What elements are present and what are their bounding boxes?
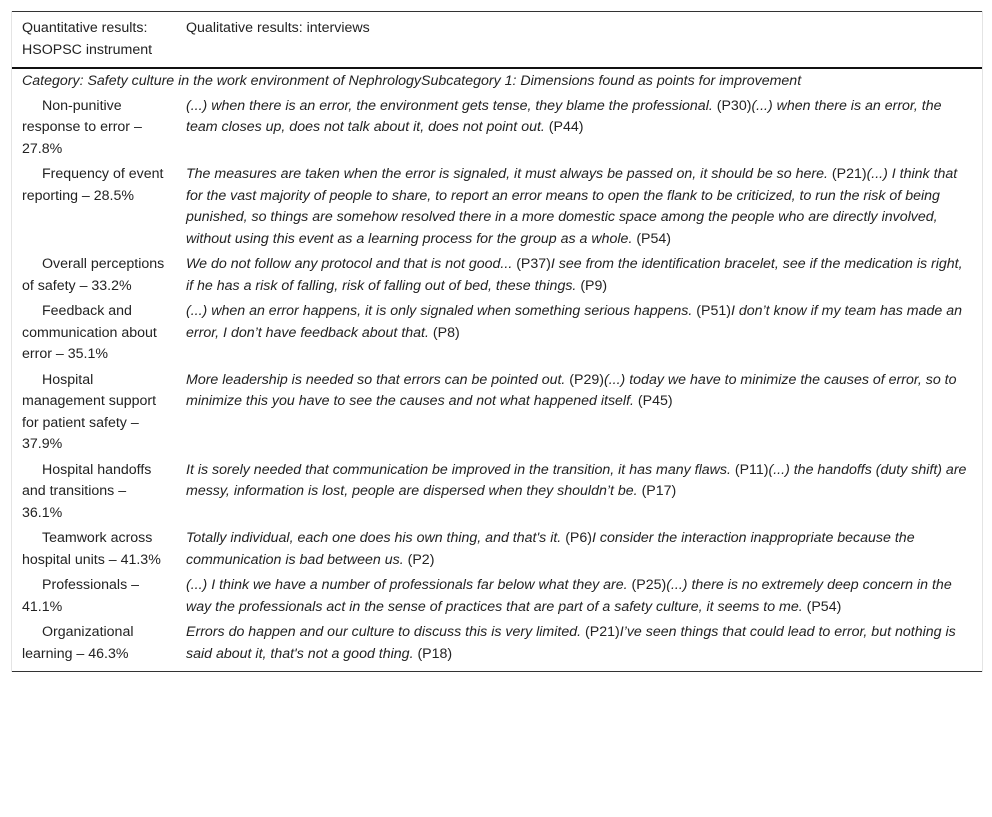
participant-ref: (P11) bbox=[730, 461, 769, 478]
participant-ref: (P18) bbox=[413, 645, 453, 662]
participant-ref: (P51) bbox=[692, 303, 731, 319]
dimension-cell: Professionals – 41.1% bbox=[22, 577, 139, 615]
quote-text: I don’t know if my team has made an error, I don’t have feedback about that. bbox=[186, 303, 963, 341]
participant-ref: (P8) bbox=[428, 324, 460, 341]
dimension-cell: Teamwork across hospital units – 41.3% bbox=[22, 530, 161, 568]
quote-cell bbox=[176, 526, 982, 573]
quote-text: Totally individual, each one does his own thing, and that's it. bbox=[186, 530, 562, 546]
table-body bbox=[12, 68, 982, 672]
participant-ref: (P21) bbox=[581, 624, 620, 640]
participant-ref: (P54) bbox=[632, 230, 672, 247]
participant-ref: (P9) bbox=[576, 277, 608, 294]
dimension-cell: Frequency of event reporting – 28.5% bbox=[22, 166, 164, 204]
table-row bbox=[12, 573, 982, 620]
category-label: Category: Safety culture in the work environment of NephrologySubcategory 1: Dimensions found as points for improvement bbox=[22, 73, 802, 89]
quote-cell bbox=[176, 162, 982, 252]
table-row bbox=[12, 620, 982, 672]
quote-cell bbox=[176, 573, 982, 620]
quote-text: (...) I think that for the vast majority of people to share, to report an error means to open the flank to be criticized, to run the risk of being punished, so things are somehow resolved there in a more domestic space among the people who are directly involved, without using this event as a learning process for the group as a whole. bbox=[186, 166, 958, 247]
participant-ref: (P44) bbox=[544, 119, 584, 135]
table-row bbox=[12, 162, 982, 252]
table-row bbox=[12, 94, 982, 163]
header-qualitative: Qualitative results: interviews bbox=[186, 20, 370, 36]
table-row bbox=[12, 299, 982, 368]
participant-ref: (P21) bbox=[827, 166, 867, 182]
quote-cell bbox=[176, 252, 982, 299]
table-row bbox=[12, 458, 982, 527]
table-row bbox=[12, 252, 982, 299]
participant-ref: (P30) bbox=[712, 97, 752, 114]
quote-cell bbox=[176, 299, 982, 368]
quote-text: The measures are taken when the error is signaled, it must always be passed on, it should be so here. bbox=[186, 166, 828, 182]
quote-text: It is sorely needed that communication be improved in the transition, it has many flaws. bbox=[186, 461, 731, 478]
participant-ref: (P45) bbox=[633, 393, 673, 409]
dimension-cell: Feedback and communication about error – 35.1% bbox=[22, 303, 157, 362]
participant-ref: (P29) bbox=[565, 371, 604, 388]
participant-ref: (P37) bbox=[512, 256, 551, 272]
table-header bbox=[12, 12, 982, 69]
dimension-cell: Non-punitive response to error – 27.8% bbox=[22, 97, 142, 157]
dimension-cell: Hospital handoffs and transitions – 36.1% bbox=[22, 461, 152, 521]
quote-text: I see from the identification bracelet, see if the medication is right, if he has a risk of falling, risk of falling out of bed, these things. bbox=[186, 256, 963, 294]
participant-ref: (P54) bbox=[802, 598, 842, 615]
results-table-container bbox=[11, 11, 983, 672]
quote-text: (...) when there is an error, the team closes up, does not talk about it, does not point out. bbox=[186, 97, 942, 135]
participant-ref: (P17) bbox=[637, 483, 677, 499]
participant-ref: (P25) bbox=[627, 577, 667, 593]
participant-ref: (P6) bbox=[561, 530, 592, 546]
results-table bbox=[12, 11, 982, 672]
category-row bbox=[12, 68, 982, 94]
quote-text: I consider the interaction inappropriate because the communication is bad between us. bbox=[186, 530, 915, 568]
quote-text: We do not follow any protocol and that is not good... bbox=[186, 256, 513, 272]
table-row bbox=[12, 368, 982, 458]
quote-cell bbox=[176, 620, 982, 672]
dimension-cell: Overall perceptions of safety – 33.2% bbox=[22, 256, 165, 294]
participant-ref: (P2) bbox=[403, 551, 435, 568]
quote-text: (...) when an error happens, it is only signaled when something serious happens. bbox=[186, 303, 693, 319]
quote-text: (...) the handoffs (duty shift) are messy, information is lost, people are dispersed when they shouldn’t be. bbox=[186, 461, 967, 499]
quote-text: Errors do happen and our culture to discuss this is very limited. bbox=[186, 624, 582, 640]
table-row bbox=[12, 526, 982, 573]
quote-cell bbox=[176, 368, 982, 458]
dimension-cell: Hospital management support for patient safety – 37.9% bbox=[22, 371, 157, 452]
header-quantitative: Quantitative results: HSOPSC instrument bbox=[22, 20, 153, 58]
quote-text: (...) there is no extremely deep concern in the way the professionals act in the sense of practices that are part of a safety culture, it seems to me. bbox=[186, 577, 952, 615]
quote-text: More leadership is needed so that errors can be pointed out. bbox=[186, 371, 566, 388]
quote-text: (...) when there is an error, the environment gets tense, they blame the professional. bbox=[186, 97, 713, 114]
dimension-cell: Organizational learning – 46.3% bbox=[22, 624, 134, 662]
header-row bbox=[12, 12, 982, 69]
quote-cell bbox=[176, 94, 982, 163]
quote-cell bbox=[176, 458, 982, 527]
quote-text: (...) I think we have a number of professionals far below what they are. bbox=[186, 577, 628, 593]
quote-text: (...) today we have to minimize the causes of error, so to minimize this you have to see the causes and not what happened itself. bbox=[186, 371, 957, 409]
quote-text: I’ve seen things that could lead to error, but nothing is said about it, that's not a good thing. bbox=[186, 624, 956, 662]
